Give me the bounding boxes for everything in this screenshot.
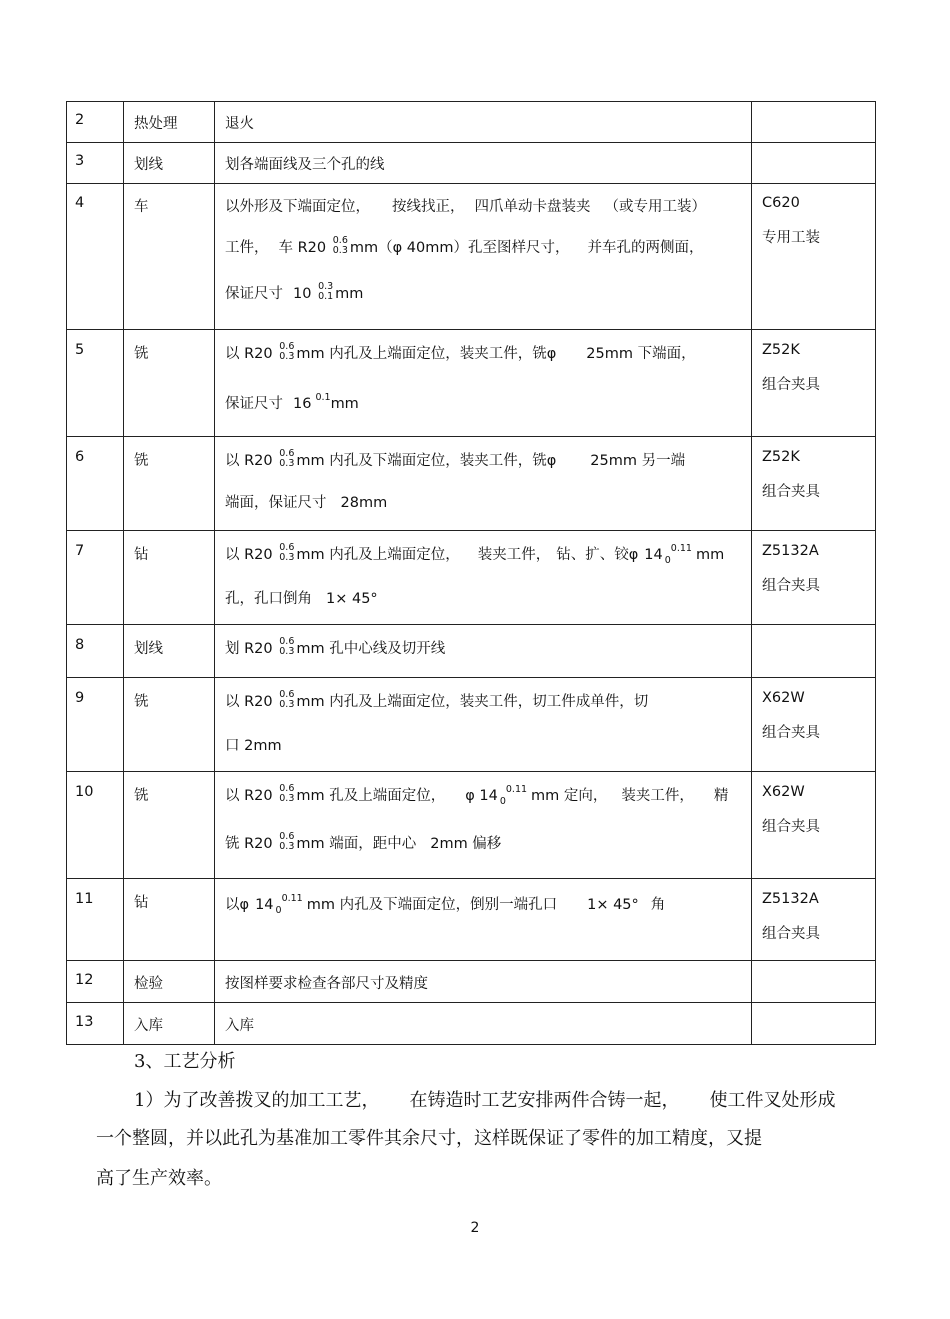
- operation-content: 以 R20 0.6 0.3 mm 内孔及上端面定位， 装夹工件， 钻、扩、铰φ 14 $_0^{0.11}$ mm 孔，孔口倒角 1× 45°: [215, 531, 752, 625]
- equipment: [752, 102, 876, 143]
- operation-name: 钻: [124, 879, 215, 961]
- operation-content: 按图样要求检查各部尺寸及精度: [215, 961, 752, 1003]
- tolerance-stack: 0.6 0.3: [279, 689, 295, 710]
- equipment: Z5132A 组合夹具: [752, 879, 876, 961]
- process-table: [66, 101, 876, 1045]
- tolerance-stack: 0.6 0.3: [279, 636, 295, 657]
- equipment: [752, 143, 876, 184]
- step-number: 9: [67, 678, 124, 772]
- tolerance-stack: 0.6 0.3: [279, 542, 295, 563]
- table-row: [67, 772, 876, 879]
- equipment: X62W 组合夹具: [752, 772, 876, 879]
- operation-name: 入库: [124, 1003, 215, 1045]
- operation-name: 划线: [124, 143, 215, 184]
- step-number: 12: [67, 961, 124, 1003]
- equipment: Z52K 组合夹具: [752, 330, 876, 437]
- operation-name: 检验: [124, 961, 215, 1003]
- operation-content: 划 R20 0.6 0.3 mm 孔中心线及切开线: [215, 625, 752, 678]
- tolerance-stack: 0.6 0.3: [279, 831, 295, 852]
- operation-name: 铣: [124, 437, 215, 531]
- step-number: 8: [67, 625, 124, 678]
- table-row: [67, 143, 876, 184]
- step-number: 4: [67, 184, 124, 330]
- equipment: C620 专用工装: [752, 184, 876, 330]
- step-number: 2: [67, 102, 124, 143]
- step-number: 11: [67, 879, 124, 961]
- page-number: 2: [470, 1220, 480, 1236]
- equipment: [752, 625, 876, 678]
- tolerance-stack: 0.6 0.3: [279, 783, 295, 804]
- step-number: 10: [67, 772, 124, 879]
- operation-content: 入库: [215, 1003, 752, 1045]
- equipment: [752, 961, 876, 1003]
- operation-name: 钻: [124, 531, 215, 625]
- equipment: X62W 组合夹具: [752, 678, 876, 772]
- table-row: [67, 184, 876, 330]
- operation-content: 以 R20 0.6 0.3 mm 内孔及上端面定位，装夹工件，铣φ 25mm 下端面， 保证尺寸 16 $^{0.1}$mm: [215, 330, 752, 437]
- table-row: [67, 879, 876, 961]
- table-row: [67, 531, 876, 625]
- operation-name: 铣: [124, 678, 215, 772]
- table-row: [67, 330, 876, 437]
- operation-content: 以φ 14 $_0^{0.11}$ mm 内孔及下端面定位，倒别一端孔口 1× 45° 角: [215, 879, 752, 961]
- equipment: [752, 1003, 876, 1045]
- paragraph-line-1: 1）为了改善拨叉的加工工艺， 在铸造时工艺安排两件合铸一起， 使工件叉处形成: [134, 1090, 836, 1111]
- section-heading: 3、工艺分析: [134, 1051, 236, 1072]
- table-row: [67, 437, 876, 531]
- step-number: 3: [67, 143, 124, 184]
- tolerance-stack: 0.3 0.1: [318, 281, 334, 302]
- table-row: [67, 102, 876, 143]
- paragraph-line-3: 高了生产效率。: [96, 1168, 222, 1189]
- step-number: 5: [67, 330, 124, 437]
- operation-content: 以 R20 0.6 0.3 mm 孔及上端面定位， φ 14 $_0^{0.11}$ mm 定向， 装夹工件， 精 铣 R20 0.6 0.3 mm 端面，距中心 2mm 偏移: [215, 772, 752, 879]
- tolerance-stack: 0.6 0.3: [279, 341, 295, 362]
- table-row: [67, 1003, 876, 1045]
- table-row: [67, 678, 876, 772]
- operation-name: 铣: [124, 772, 215, 879]
- operation-name: 铣: [124, 330, 215, 437]
- step-number: 6: [67, 437, 124, 531]
- equipment: Z52K 组合夹具: [752, 437, 876, 531]
- operation-name: 车: [124, 184, 215, 330]
- paragraph-line-2: 一个整圆，并以此孔为基准加工零件其余尺寸，这样既保证了零件的加工精度，又提: [96, 1128, 762, 1149]
- operation-name: 划线: [124, 625, 215, 678]
- tolerance-stack: 0.6 0.3: [332, 235, 348, 256]
- table-row: [67, 961, 876, 1003]
- operation-content: 划各端面线及三个孔的线: [215, 143, 752, 184]
- operation-content: 以 R20 0.6 0.3 mm 内孔及下端面定位，装夹工件，铣φ 25mm 另一端 端面，保证尺寸 28mm: [215, 437, 752, 531]
- tolerance-stack: 0.6 0.3: [279, 448, 295, 469]
- operation-name: 热处理: [124, 102, 215, 143]
- operation-content: 以外形及下端面定位， 按线找正， 四爪单动卡盘装夹 （或专用工装） 工件， 车 R20 0.6 0.3 mm（φ 40mm）孔至图样尺寸， 并车孔的两侧面， 保证尺寸 10 0.3 0.1 mm: [215, 184, 752, 330]
- step-number: 7: [67, 531, 124, 625]
- operation-content: 以 R20 0.6 0.3 mm 内孔及上端面定位，装夹工件，切工件成单件，切 口 2mm: [215, 678, 752, 772]
- equipment: Z5132A 组合夹具: [752, 531, 876, 625]
- operation-content: 退火: [215, 102, 752, 143]
- step-number: 13: [67, 1003, 124, 1045]
- table-row: [67, 625, 876, 678]
